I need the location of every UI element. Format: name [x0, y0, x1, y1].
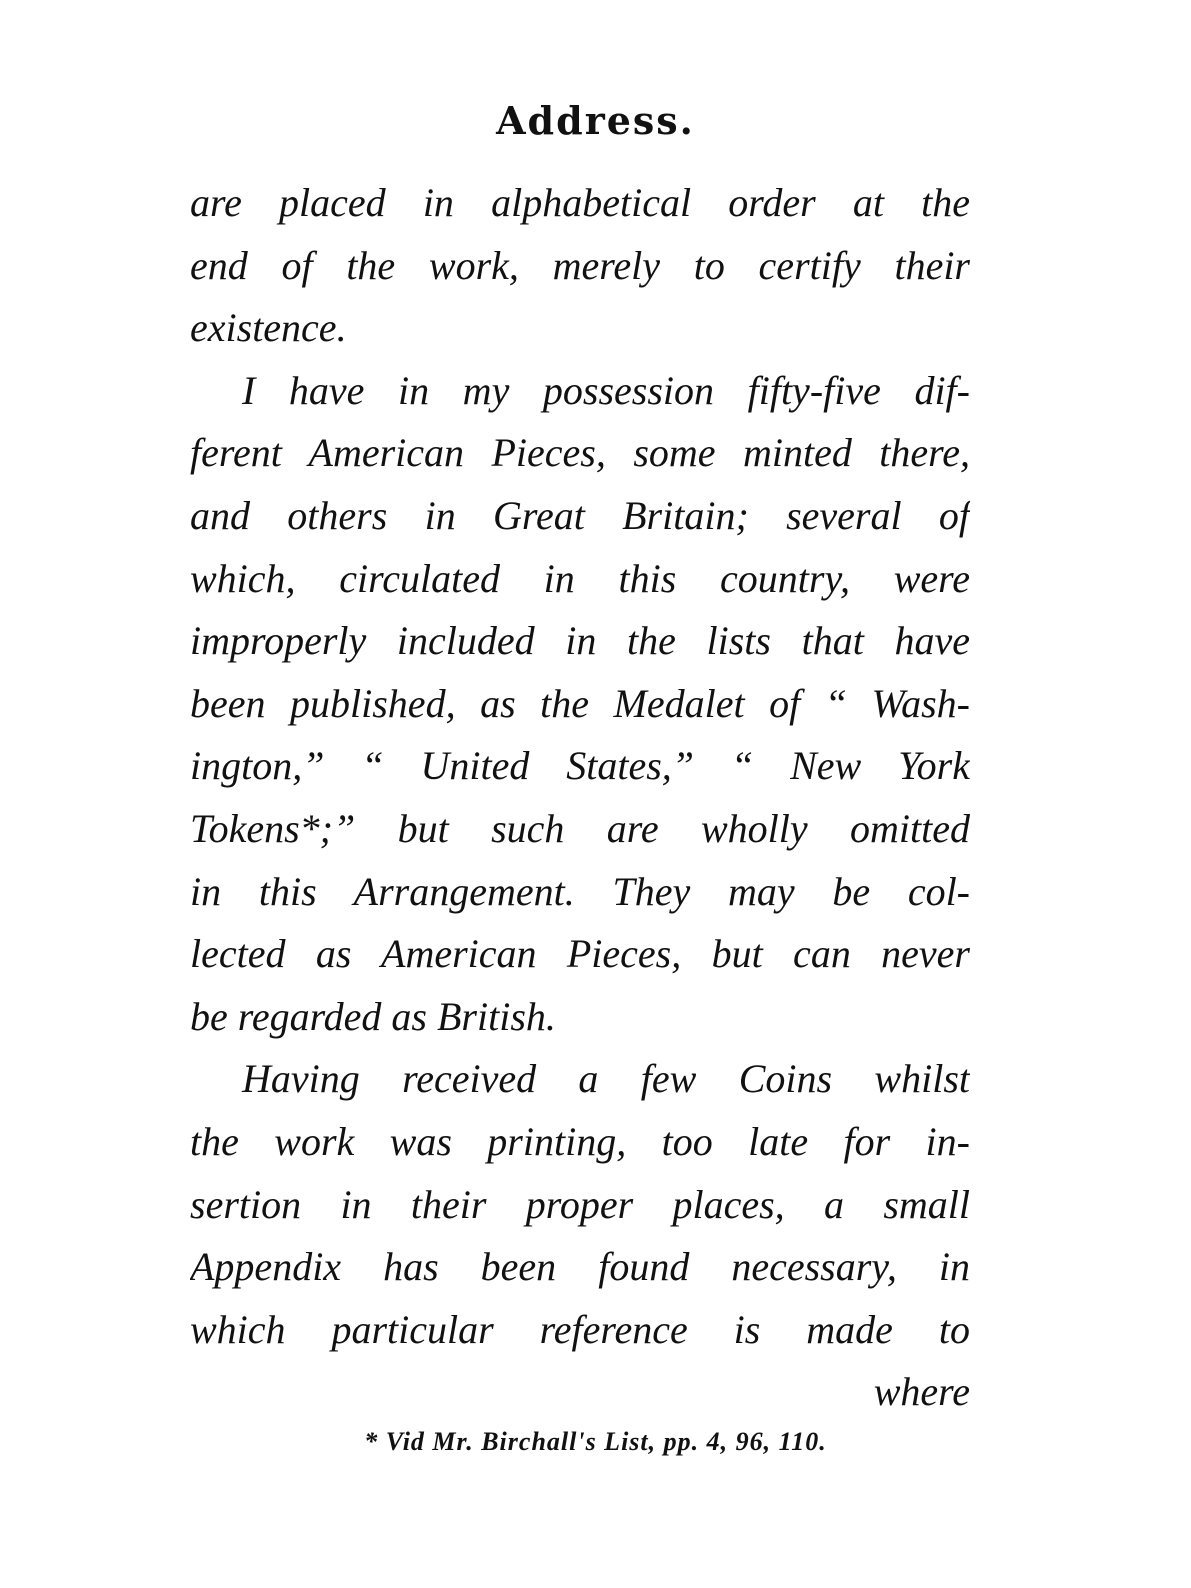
text-line: in this Arrangement. They may be col- [190, 868, 970, 914]
text-line: which, circulated in this country, were [190, 555, 970, 601]
text-line: be regarded as British. [190, 993, 556, 1039]
text-line: I have in my possession fifty-five dif- [242, 367, 970, 413]
footnote: * Vid Mr. Birchall's List, pp. 4, 96, 110. [364, 1427, 827, 1456]
text-line: and others in Great Britain; several of [190, 492, 970, 538]
text-line: end of the work, merely to certify their [190, 242, 970, 288]
catchword: where [873, 1369, 970, 1415]
text-line: ferent American Pieces, some minted there, [190, 430, 970, 476]
text-line: ington,” “ United States,” “ New York [190, 743, 970, 789]
text-line: Having received a few Coins whilst [242, 1056, 970, 1102]
running-head: Address. [496, 98, 695, 143]
text-line: the work was printing, too late for in- [190, 1118, 970, 1164]
body-text [190, 172, 970, 1424]
text-line: lected as American Pieces, but can never [190, 931, 970, 977]
text-line: been published, as the Medalet of “ Wash- [190, 680, 970, 726]
text-line: which particular reference is made to [190, 1306, 970, 1352]
text-line: Tokens*;” but such are wholly omitted [190, 805, 970, 851]
text-line: are placed in alphabetical order at the [190, 180, 970, 225]
text-line: existence. [190, 305, 347, 351]
text-line: improperly included in the lists that have [190, 618, 970, 664]
text-line: sertion in their proper places, a small [190, 1181, 970, 1227]
text-line: Appendix has been found necessary, in [190, 1244, 970, 1290]
